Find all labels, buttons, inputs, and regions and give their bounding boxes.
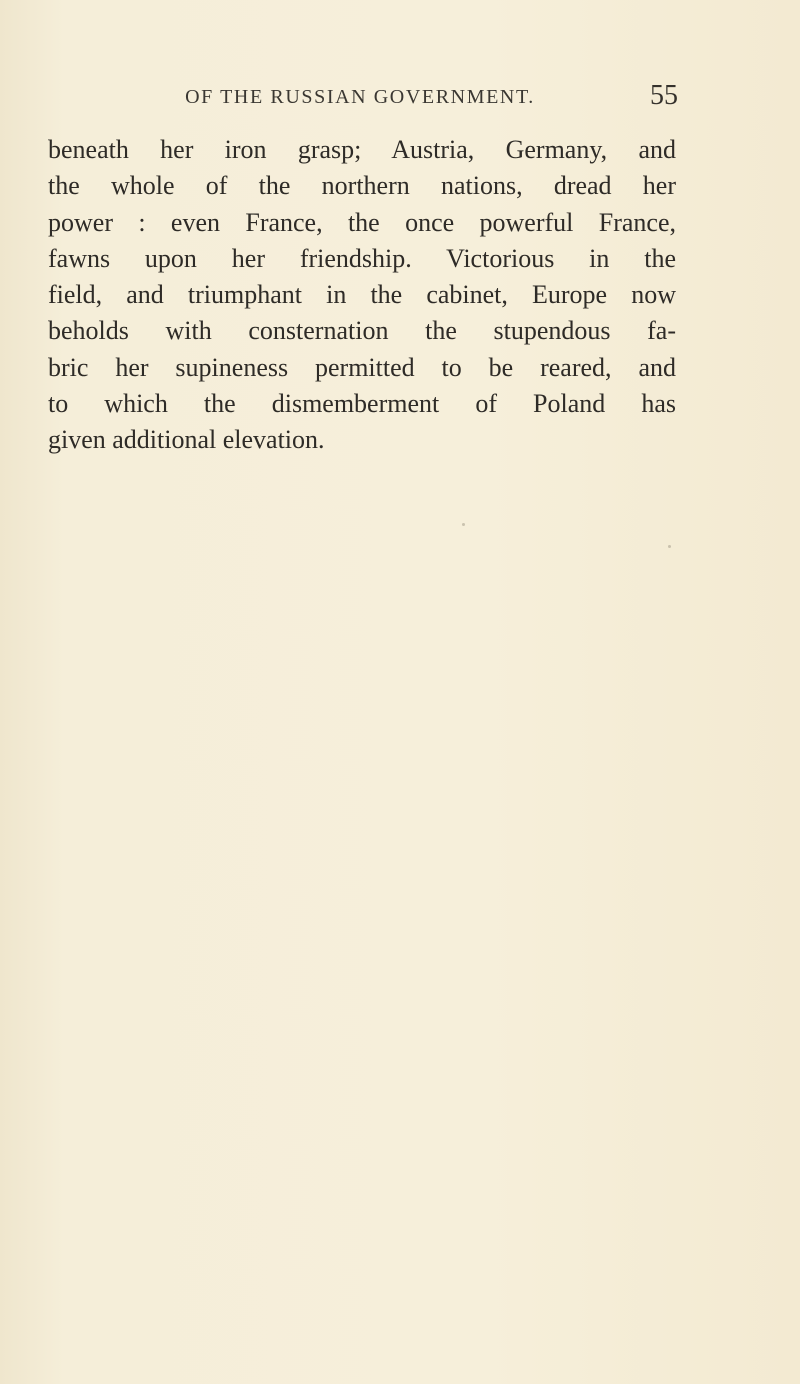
text-line: the whole of the northern nations, dread her — [48, 171, 676, 201]
running-head — [0, 82, 800, 116]
text-line: power : even France, the once powerful France, — [48, 207, 676, 237]
paper-speck — [462, 523, 465, 526]
paper-speck — [668, 545, 671, 548]
text-line: given additional elevation. — [48, 425, 325, 455]
text-line: field, and triumphant in the cabinet, Europe now — [48, 280, 676, 310]
text-line: beholds with consternation the stupendous fa- — [48, 316, 676, 346]
page-number: 55 — [650, 80, 678, 111]
text-line: fawns upon her friendship. Victorious in the — [48, 243, 676, 273]
text-line: bric her supineness permitted to be reared, and — [48, 352, 676, 382]
body-text — [48, 132, 676, 459]
running-title: OF THE RUSSIAN GOVERNMENT. — [185, 86, 535, 108]
text-line: beneath her iron grasp; Austria, Germany, and — [48, 135, 676, 164]
text-line: to which the dismemberment of Poland has — [48, 389, 676, 419]
